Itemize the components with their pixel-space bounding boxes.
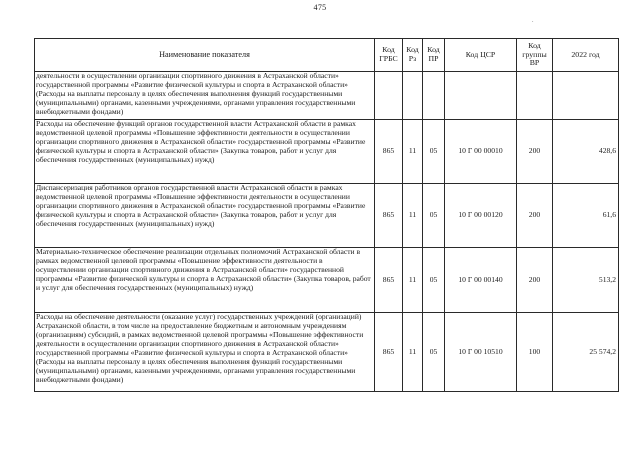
row-rz [403,72,423,120]
row-rz: 11 [403,184,423,248]
header-name: Наименование показателя [35,39,375,72]
budget-table [34,38,619,392]
row-grbs: 865 [375,313,403,392]
table-row [35,248,619,313]
row-name: Расходы на обеспечение деятельности (оказание услуг) государственных учреждений (организаций) Астраханской области, в том числе на предоставление бюджетным и автономным учреждениям (организациям) субсидий, в рамках ведомственной целевой программы «Повышение эффективности деятельности в осуществлении организации спортивного движения в Астраханской области» государственной программы «Развитие физической культуры и спорта в Астраханской области» (Расходы на выплаты персоналу в целях обеспечения выполнения функций государственными (муниципальными) органами, казенными учреждениями, органами управления государственными внебюджетными фондами) [35,313,375,392]
row-csr: 10 Г 00 10510 [445,313,517,392]
row-grbs: 865 [375,120,403,184]
table-row [35,313,619,392]
row-pr: 05 [423,120,445,184]
header-pr: Код ПР [423,39,445,72]
row-csr: 10 Г 00 00120 [445,184,517,248]
scan-speck: . [532,18,534,24]
row-amount [553,72,619,120]
row-amount: 25 574,2 [553,313,619,392]
row-name: Расходы на обеспечение функций органов государственной власти Астраханской области в рамках ведомственной целевой программы «Повышение эффективности деятельности в осуществлении организации спортивного движения в Астраханской области» государственной программы «Развитие физической культуры и спорта в Астраханской области» (Закупка товаров, работ и услуг для обеспечения государственных (муниципальных) нужд) [35,120,375,184]
row-pr: 05 [423,248,445,313]
header-grbs: Код ГРБС [375,39,403,72]
row-csr: 10 Г 00 00010 [445,120,517,184]
row-vr: 100 [517,313,553,392]
row-vr: 200 [517,248,553,313]
page-number: 475 [313,3,327,12]
header-row [35,39,619,72]
row-pr: 05 [423,184,445,248]
row-amount: 513,2 [553,248,619,313]
header-rz: Код Рз [403,39,423,72]
row-name-text: деятельности в осуществлении организации спортивного движения в Астраханской области» государственной программы «Развитие физической культуры и спорта в Астраханской области» (Расходы на выплаты персоналу в целях обеспечения выполнения функций государственными (муниципальными) органами, казенными учреждениями, органами управления государственными внебюджетными фондами) [36,72,356,116]
row-vr [517,72,553,120]
header-vr: Код группы ВР [517,39,553,72]
row-rz: 11 [403,120,423,184]
row-vr: 200 [517,184,553,248]
row-vr: 200 [517,120,553,184]
row-rz: 11 [403,248,423,313]
header-year: 2022 год [553,39,619,72]
row-grbs: 865 [375,248,403,313]
row-name: Материально-техническое обеспечение реализации отдельных полномочий Астраханской области в рамках ведомственной целевой программы «Повышение эффективности деятельности в осуществлении организации спортивного движения в Астраханской области» государственной программы «Развитие физической культуры и спорта в Астраханской области» (Закупка товаров, работ и услуг для обеспечения государственных (муниципальных) нужд) [35,248,375,313]
row-amount: 428,6 [553,120,619,184]
table-row [35,72,619,120]
row-pr: 05 [423,313,445,392]
table-row [35,184,619,248]
row-rz: 11 [403,313,423,392]
row-pr [423,72,445,120]
row-name [35,72,375,120]
row-name: Диспансеризация работников органов государственной власти Астраханской области в рамках ведомственной целевой программы «Повышение эффективности деятельности в осуществлении организации спортивного движения в Астраханской области» государственной программы «Развитие физической культуры и спорта в Астраханской области» (Закупка товаров, работ и услуг для обеспечения государственных (муниципальных) нужд) [35,184,375,248]
row-grbs: 865 [375,184,403,248]
row-csr [445,72,517,120]
row-amount: 61,6 [553,184,619,248]
row-csr: 10 Г 00 00140 [445,248,517,313]
header-csr: Код ЦСР [445,39,517,72]
row-grbs [375,72,403,120]
table-row [35,120,619,184]
